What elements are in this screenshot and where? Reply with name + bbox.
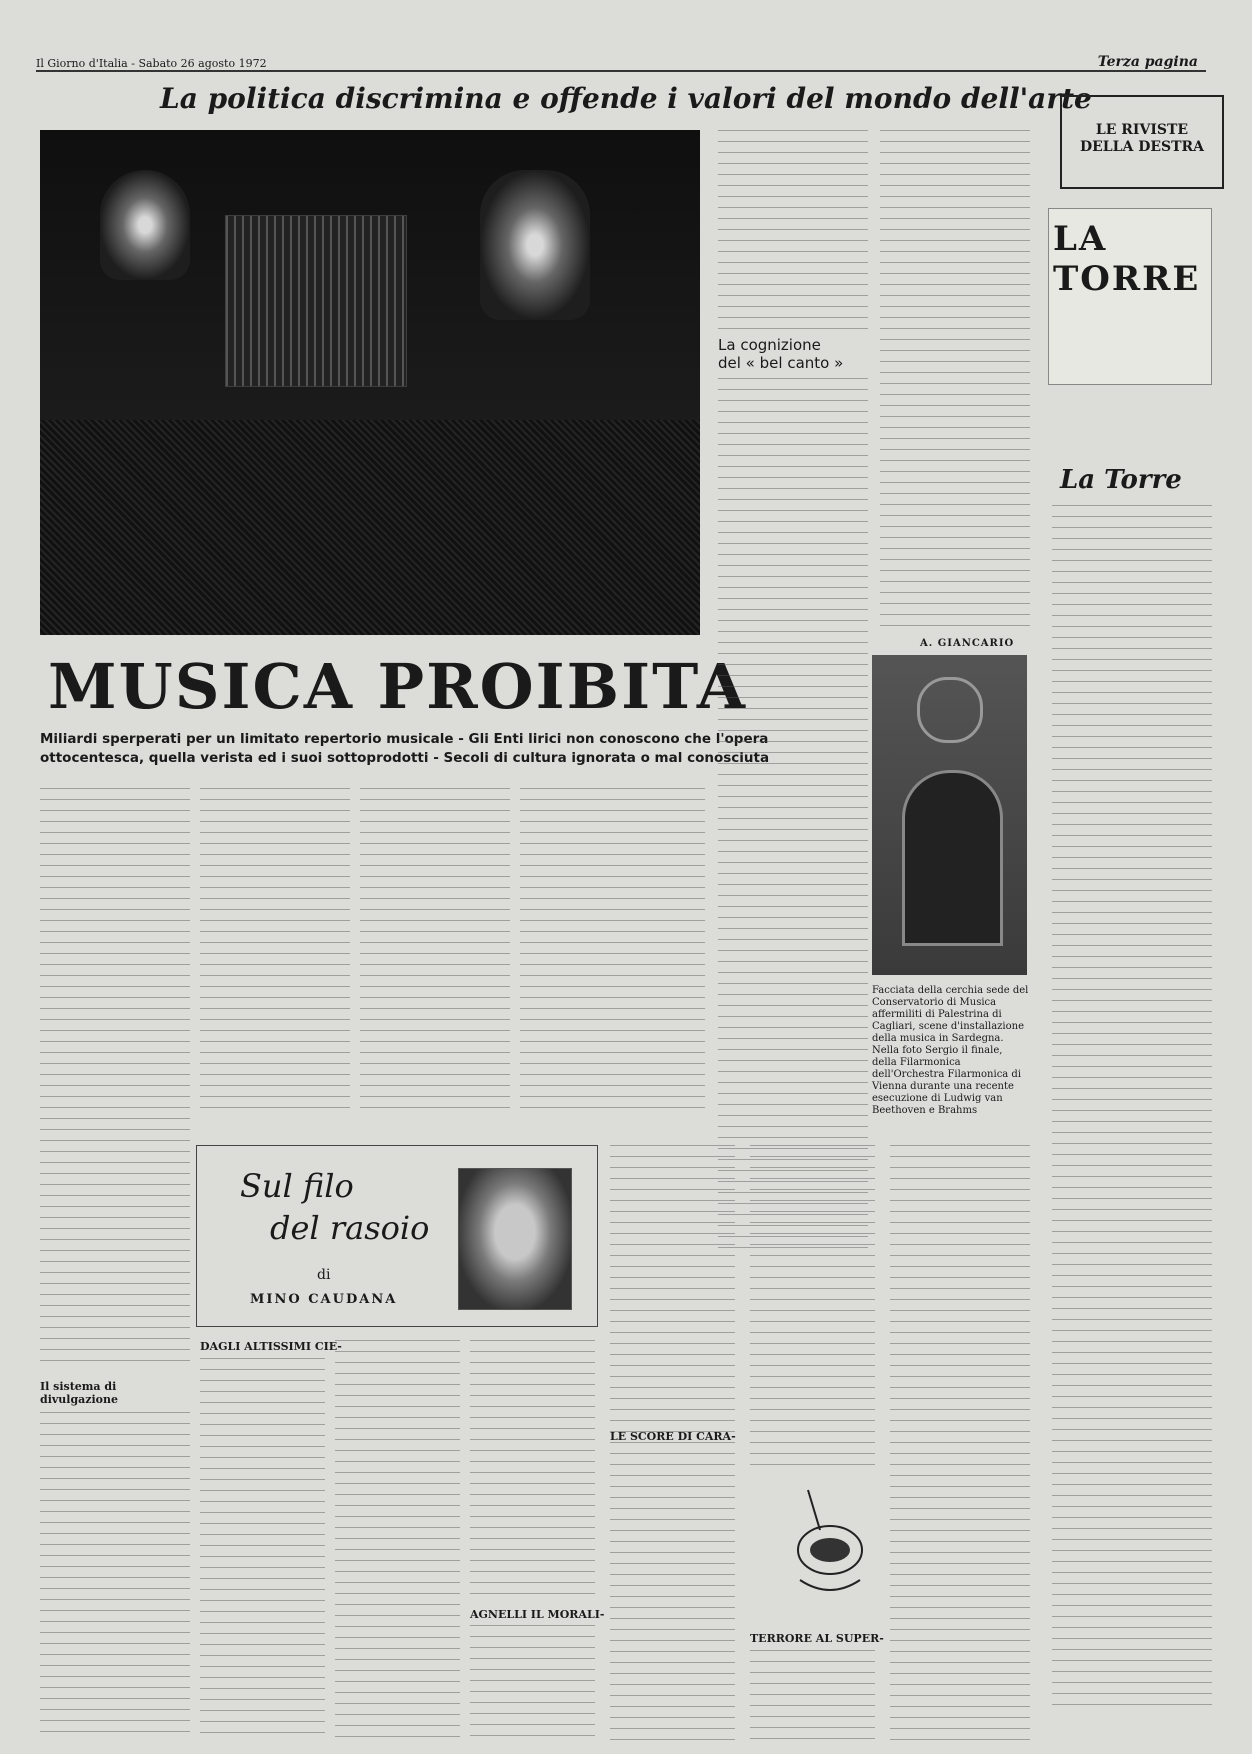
rasoio-column	[335, 1340, 460, 1740]
la-torre-logo: LA TORRE	[1053, 219, 1201, 299]
la-torre-cover	[1048, 208, 1212, 385]
photo-caption: Facciata della cerchia sede del Conservatorio di Musica affermiliti di Palestrina di Cagliari, scene d'installazione della musica in Sardegna. Nella foto Sergio il finale, della Filarmonica dell'Orchestra Filarmonica di Vienna durante una recente esecuzione di Ludwig van Beethoven e Brahms	[872, 985, 1029, 1116]
chandelier-left	[100, 170, 190, 280]
sidebar-column	[1052, 505, 1212, 1715]
article-column	[40, 1412, 190, 1732]
conservatory-doorway-photo	[872, 655, 1027, 975]
concert-hall-photo	[40, 130, 700, 635]
rasoio-section-head: AGNELLI IL MORALI-	[470, 1608, 605, 1621]
rasoio-column	[750, 1145, 875, 1465]
audience-crowd	[40, 420, 700, 635]
rasoio-section-head: TERRORE AL SUPER-	[750, 1632, 884, 1645]
section-head: Il sistema di divulgazione	[40, 1380, 119, 1406]
rasoio-column	[200, 1358, 325, 1738]
rasoio-column	[470, 1340, 595, 1595]
sidebar-title: La Torre	[1060, 465, 1182, 495]
main-title: MUSICA PROIBITA	[48, 650, 747, 723]
organ-pipes	[225, 215, 407, 387]
rasoio-column	[750, 1650, 875, 1745]
crest-emblem	[917, 677, 983, 743]
article-signature: A. GIANCARIO	[920, 638, 1015, 649]
cartoon-illustration	[770, 1470, 890, 1610]
chandelier-right	[480, 170, 590, 320]
rasoio-section-head: DAGLI ALTISSIMI CIE-	[200, 1340, 342, 1353]
rasoio-di: di	[317, 1267, 331, 1283]
article-column	[880, 130, 1030, 635]
article-column	[718, 130, 868, 330]
article-column	[360, 788, 510, 1118]
rasoio-title: Sul filo del rasoio	[240, 1167, 430, 1247]
top-headline: La politica discrimina e offende i valori del mondo dell'arte	[160, 82, 1092, 115]
author-portrait	[458, 1168, 572, 1310]
article-column	[200, 788, 350, 1118]
article-subhead: Miliardi sperperati per un limitato repertorio musicale - Gli Enti lirici non conoscono che l'opera ottocentesca, quella verista ed i suoi sottoprodotti - Secoli di cultura ignorata o mal conosciuta	[40, 731, 770, 766]
article-column	[40, 788, 190, 1368]
riviste-destra-box: LE RIVISTE DELLA DESTRA	[1060, 95, 1224, 189]
arched-door	[902, 770, 1003, 946]
article-column	[718, 378, 868, 1258]
section-label: Terza pagina	[1097, 54, 1198, 70]
masthead-date: Il Giorno d'Italia - Sabato 26 agosto 1972	[36, 57, 267, 70]
article-column	[520, 788, 705, 1118]
rasoio-section-head: LE SCORE DI CARA-	[610, 1430, 736, 1443]
rasoio-column	[610, 1145, 735, 1745]
rasoio-column	[470, 1625, 595, 1740]
cognizione-head: La cognizione del « bel canto »	[718, 336, 844, 372]
rasoio-column	[890, 1145, 1030, 1745]
masthead	[36, 50, 1206, 72]
rasoio-author: MINO CAUDANA	[250, 1292, 398, 1307]
